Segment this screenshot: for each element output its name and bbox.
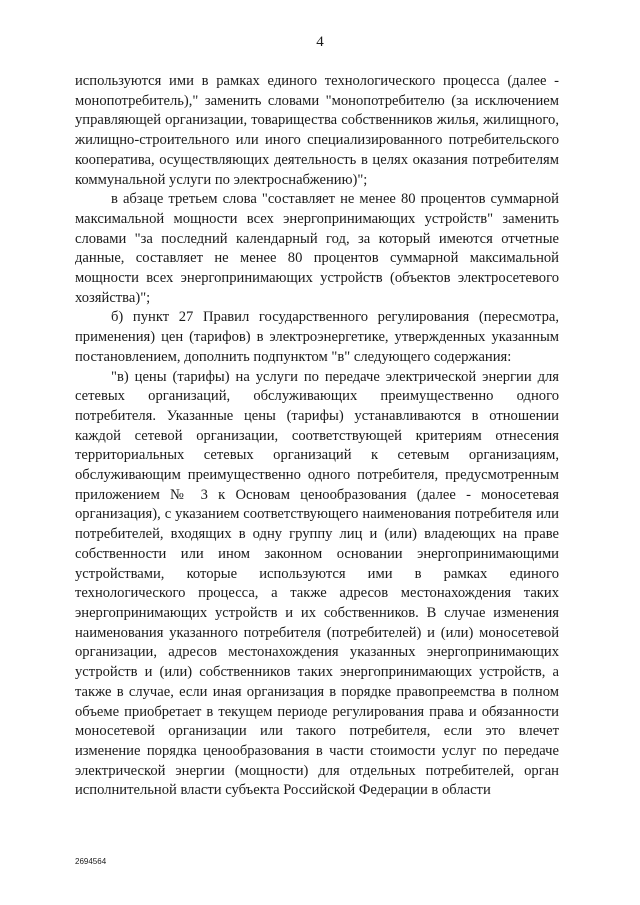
paragraph-item-b: б) пункт 27 Правил государственного регулирования (пересмотра, применения) цен (тарифов) в электроэнергетике, утвержденных указанным постановлением, дополнить подпунктом "в" следующего содержания: [75,309,559,365]
paragraph-continuation: используются ими в рамках единого технологического процесса (далее - монопотребитель)," заменить словами "монопотребителю (за исключением управляющей организации, товарищества собственников жилья, жилищного, жилищно-строительного или иного специализированного потребительского кооператива, осуществляющих деятельность в целях оказания потребителям коммунальной услуги по электроснабжению)"; [75,73,559,188]
document-id: 2694564 [75,857,107,866]
paragraph-third-abzats: в абзаце третьем слова "составляет не менее 80 процентов суммарной максимальной мощности всех энергопринимающих устройств" заменить словами "за последний календарный год, за который имеются отчетные данные, составляет не менее 80 процентов суммарной максимальной мощности всех энергопринимающих устройств (объектов электросетевого хозяйства)"; [75,191,559,306]
page-number: 4 [316,34,324,50]
paragraph-subitem-v: "в) цены (тарифы) на услуги по передаче электрической энергии для сетевых организаций, обслуживающих преимущественно одного потребителя. Указанные цены (тарифы) устанавливаются в отношении каждой сетевой организации, соответствующей критериям отнесения территориальных сетевых организаций к сетевым организациям, обслуживающим преимущественно одного потребителя, предусмотренным приложением № 3 к Основам ценообразования (далее - моносетевая организация), с указанием соответствующего наименования потребителя или потребителей, входящих в одну группу лиц и (или) владеющих на праве собственности или ином законном основании энергопринимающими устройствами, которые используются ими в рамках единого технологического процесса, а также адресов местонахождения таких энергопринимающих устройств и их собственников. В случае изменения наименования указанного потребителя (потребителей) и (или) моносетевой организации, адресов местонахождения указанных энергопринимающих устройств и (или) собственников таких энергопринимающих устройств, а также в случае, если иная организация в порядке правопреемства в полном объеме приобретает в текущем периоде регулирования права и обязанности моносетевой организации или такого потребителя, если это влечет изменение порядка ценообразования в части стоимости услуг по передаче электрической энергии (мощности) для отдельных потребителей, орган исполнительной власти субъекта Российской Федерации в области [75,368,559,799]
document-body [75,72,559,801]
